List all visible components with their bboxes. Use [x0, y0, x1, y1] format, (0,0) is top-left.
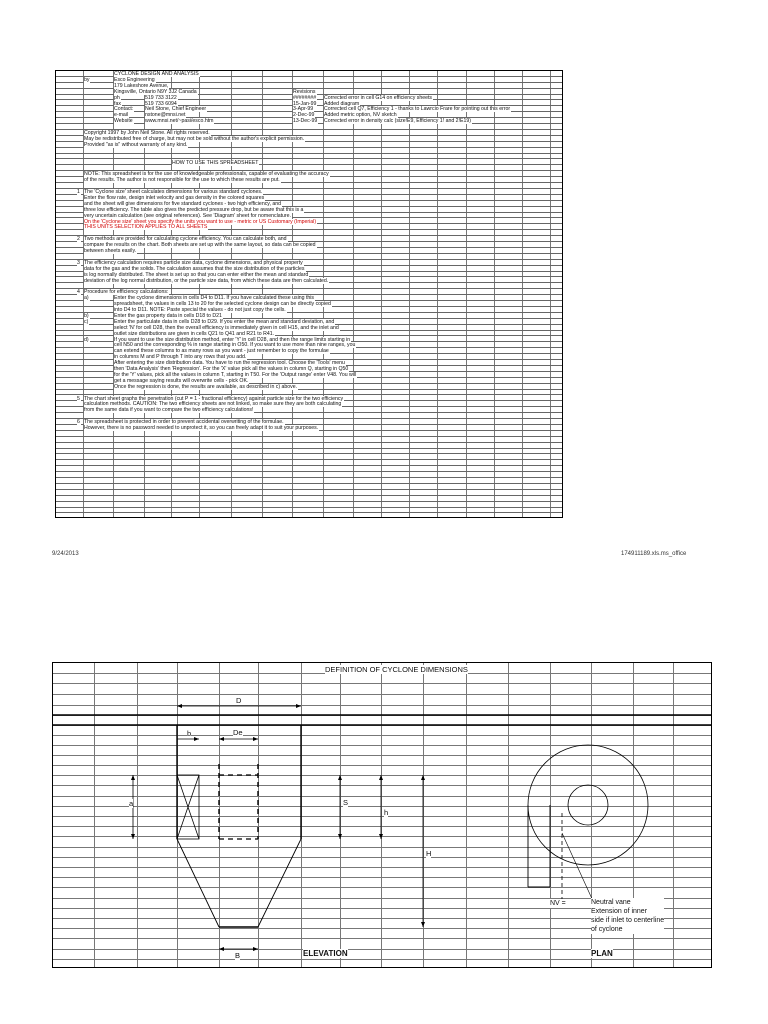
- cone-left-line: [177, 839, 219, 927]
- sheet-cell: Corrected cell Q7, Efficiency 1 - thanks to Lawrcio Frare for pointing out this error: [324, 106, 511, 113]
- label-big-h: H: [426, 849, 432, 858]
- sheet-cell: is log normally distributed. The sheet is set up so that you can enter either the mean and standard: [84, 271, 309, 278]
- nv-note: [591, 898, 664, 934]
- sheet-cell: Procedure for efficiency calculations:: [84, 289, 169, 296]
- howto-heading: HOW TO USE THIS SPREADSHEET: [172, 159, 259, 166]
- sheet-cell: get a message saying results will overwrite cells - pick OK.: [114, 377, 249, 384]
- plan-inner-circle: [568, 785, 608, 825]
- nv-note-line: of cyclone: [591, 925, 664, 934]
- sheet-cell: Enter the gas property data in cells D18 to D21: [114, 312, 222, 319]
- sheet-cell: THIS UNITS SELECTION APPLIES TO ALL SHEETS: [84, 224, 208, 231]
- label-b: b: [187, 729, 192, 738]
- sheet-cell: On the 'Cyclone size' sheet you specify the units you want to use - metric or US Customary (Imperial): [84, 218, 317, 225]
- sheet-cell: select 'N' for cell D28, then the overall efficiency is immediately given in cell H15, and the inlet and: [114, 324, 339, 331]
- sheet-cell: Added diagram: [324, 100, 360, 107]
- sheet-cell: d): [84, 336, 89, 343]
- sheet-cell: can extend these columns to as many rows as you want - just remember to copy the formulae: [114, 348, 329, 355]
- sheet-cell: 2: [77, 236, 80, 243]
- sheet-cell: Enter the particulate data in cells D28 to D29. If you enter the mean and standard deviation, and: [114, 318, 335, 325]
- sheet-cell: calculation methods. CAUTION: The two efficiency sheets are not linked, so make sure they are both calculating: [84, 401, 342, 408]
- sheet-cell: Website: [114, 118, 133, 125]
- sheet-cell: Corrected error in cell G14 on efficiency sheets: [324, 94, 433, 101]
- sheet-cell: The chart sheet graphs the penetration (cut P = 1 - fractional efficiency) against particle size for the two efficiency: [84, 395, 344, 402]
- arrow-up-icon: [131, 775, 135, 780]
- arrow-right-icon: [253, 737, 258, 741]
- sheet-cell: of the results. The author is not responsible for the use to which these results are put.: [84, 177, 280, 184]
- arrow-down-icon: [421, 922, 425, 927]
- sheet-cell: Enter the cyclone dimensions in cells D4 to D11. If you have calculated these using this: [114, 295, 315, 302]
- arrow-right-icon: [194, 737, 199, 741]
- label-bb: B: [235, 951, 241, 960]
- sheet-cell: Once the regression is done, the results are available, as described in c) above.: [114, 383, 298, 390]
- label-h: h: [384, 808, 389, 817]
- sheet-cell: www.mnsi.net/~pasi/esco.htm: [145, 118, 214, 125]
- label-de: De: [233, 728, 243, 737]
- sheet-cell: The 'Cyclone size' sheet calculates dimensions for various standard cyclones.: [84, 189, 263, 195]
- sheet-cell: compare the results on the chart. Both sheets are set up with the same layout, so data can be copied: [84, 242, 316, 249]
- sheet-cell: Neil Stone, Chief Engineer: [145, 106, 207, 113]
- sheet-cell: 1: [77, 189, 80, 195]
- nv-note-line: Extension of inner: [591, 907, 664, 916]
- arrow-right-icon: [253, 947, 258, 951]
- sheet-cell: 3-Apr-99: [293, 106, 314, 113]
- sheet-cell: Two methods are provided for calculating cyclone efficiency. You can calculate both, and: [84, 236, 287, 243]
- diagram-title: DEFINITION OF CYCLONE DIMENSIONS: [325, 665, 468, 674]
- sheet-cell: Enter the flow rate, design inlet velocity and gas density in the colored squares: [84, 194, 265, 201]
- nv-label: NV =: [550, 900, 566, 907]
- sheet-cell: data for the gas and the solids. The calculation assumes that the size distribution of the particles: [84, 265, 305, 272]
- sheet-cell: 2-Dec-99: [293, 112, 315, 119]
- sheet-cell: 519 733 3122: [145, 94, 177, 101]
- sheet-cell: If you want to use the size distribution method, enter 'Y' in cell D28, and then the range limits starting in: [114, 336, 351, 343]
- plan-outer-circle: [528, 745, 648, 865]
- file-name: 174911189.xls.ms_office: [621, 551, 687, 557]
- arrow-down-icon: [379, 834, 383, 839]
- sheet-cell: 5: [77, 395, 80, 402]
- sheet-cell: by: [84, 76, 90, 83]
- sheet-cell: Contact:: [114, 106, 134, 113]
- neutral-vane-pointer: [562, 833, 593, 901]
- diagram-sheet: [52, 662, 712, 968]
- sheet-cell: ########: [293, 94, 317, 101]
- arrow-left-icon: [219, 737, 224, 741]
- cone-right-line: [258, 839, 301, 927]
- arrow-left-icon: [219, 947, 224, 951]
- sheet-cell: Added metric option, NV sketch: [324, 112, 397, 119]
- sheet-cell: 3: [77, 259, 80, 266]
- print-date: 9/24/2013: [52, 551, 79, 557]
- sheet-cell: spreadsheet, the values in cells 13 to 20 for the selected cyclone design can be directly copied: [114, 301, 331, 308]
- sheet-cell: 519 733 6094: [145, 100, 177, 107]
- sheet-cell: The efficiency calculation requires particle size data, cyclone dimensions, and physical property: [84, 259, 303, 266]
- sheet-cell: Kingsville, Ontario N9Y 3J2 Canada: [114, 88, 197, 95]
- sheet-cell: NOTE: This spreadsheet is for the use of knowledgeable professionals, capable of evaluating the accuracy: [84, 171, 329, 178]
- sheet-cell: 13-Dec-99: [293, 118, 318, 125]
- sheet-cell: 6: [77, 419, 80, 426]
- arrow-down-icon: [131, 834, 135, 839]
- nv-note-line: Neutral vane: [591, 898, 664, 907]
- arrow-down-icon: [338, 834, 342, 839]
- sheet-cell: e-mail: [114, 112, 129, 119]
- sheet-cell: Corrected error in density calc (size!E9, Efficiency 1! and 2!E19): [324, 118, 471, 125]
- elevation-label: ELEVATION: [303, 949, 348, 958]
- sheet-cell: May be redistributed free of charge, but may not be sold without the author's explicit permission.: [84, 135, 305, 142]
- arrow-up-icon: [338, 775, 342, 780]
- sheet-cell: in columns M and P through T into any rows that you add.: [114, 354, 247, 361]
- arrow-up-icon: [421, 775, 425, 780]
- sheet-cell: nstone@mnsi.net: [145, 112, 186, 119]
- arrow-right-icon: [296, 704, 301, 708]
- sheet-cell: for the 'Y' values, pick all the values in column T, starting in T50. For the 'Output range' enter V48. You will: [114, 371, 357, 378]
- label-a: a: [129, 799, 134, 808]
- label-d: D: [236, 696, 242, 705]
- arrow-up-icon: [379, 775, 383, 780]
- sheet-cell: After entering the size distribution data. You have to run the regression tool. Choose the 'Tools' menu: [114, 360, 345, 367]
- sheet-cell: 4: [77, 289, 80, 296]
- sheet-cell: a): [84, 295, 89, 302]
- sheet-cell: very uncertain calculation (see original references). See 'Diagram' sheet for nomenclature.: [84, 212, 291, 219]
- sheet-cell: Copyright 1997 by John Neil Stone. All rights reserved.: [84, 130, 210, 136]
- instructions-sheet: [55, 70, 563, 518]
- grid-row-line: [56, 514, 562, 519]
- sheet-cell: and the sheet will give dimensions for five standard cyclones - two high efficiency, and: [84, 200, 282, 207]
- arrow-left-icon: [177, 704, 182, 708]
- sheet-cell: between sheets easily.: [84, 248, 137, 254]
- sheet-cell: fax: [114, 100, 121, 107]
- sheet-cell: ph: [114, 94, 120, 101]
- sheet-cell: outlet size distributions are given in cells Q21 to Q41 and R21 to R41.: [114, 330, 275, 337]
- sheet-cell: 15-Jan-99: [293, 100, 317, 107]
- sheet-cell: c): [84, 318, 89, 325]
- sheet-cell: three low efficiency. The table also gives the predicted pressure drop, but be aware that this is a: [84, 206, 304, 213]
- sheet-cell: Esco Engineering: [114, 76, 155, 83]
- sheet-cell: The spreadsheet is protected in order to prevent accidental overwriting of the formulae.: [84, 419, 284, 426]
- label-s: S: [343, 798, 349, 807]
- sheet-cell: deviation of the log normal distribution, or the particle size data, from which these data are then calculated.: [84, 277, 329, 284]
- sheet-cell: into D4 to D11. NOTE: Paste special the values - do not just copy the cells.: [114, 307, 286, 313]
- sheet-cell: then 'Data Analysis' then 'Regression'. For the 'X' value pick all the values in column Q, starting in Q50: [114, 366, 349, 372]
- sheet-cell: 179 Lakeshore Avenue,: [114, 82, 169, 89]
- sheet-cell: Provided "as is" without warranty of any kind.: [84, 141, 188, 148]
- sheet-cell: from the same data if you want to compare the two efficiency calculations!: [84, 407, 254, 414]
- sheet-cell: However, there is no password needed to unprotect it, so you can freely adapt it to suit your purposes.: [84, 425, 319, 431]
- nv-note-line: side if inlet to centerline: [591, 917, 665, 924]
- sheet-cell: b): [84, 312, 89, 319]
- sheet-title: CYCLONE DESIGN AND ANALYSIS: [114, 71, 199, 77]
- plan-label: PLAN: [591, 949, 613, 958]
- sheet-cell: Revisions: [293, 88, 316, 95]
- sheet-cell: cell N50 and the corresponding % in range starting in O50. If you want to use more than nine ranges, you: [114, 342, 356, 349]
